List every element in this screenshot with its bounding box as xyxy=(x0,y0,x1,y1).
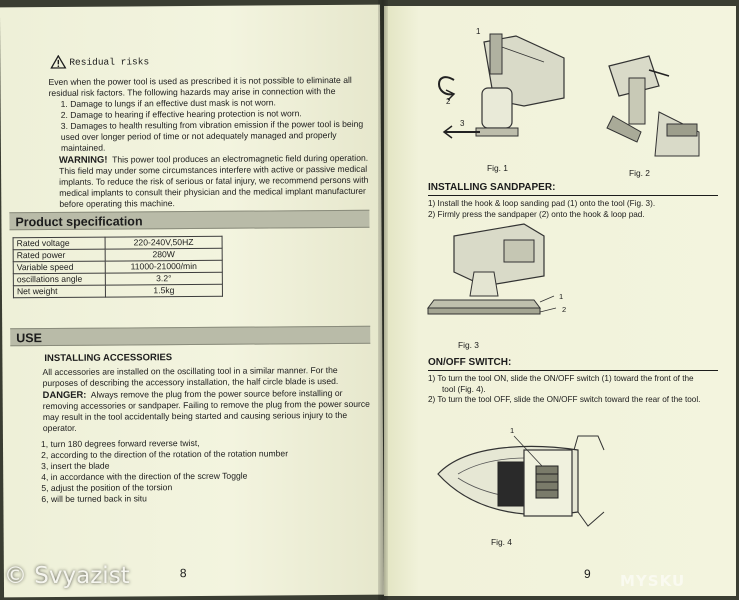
svg-text:2: 2 xyxy=(446,97,451,106)
spec-label: oscillations angle xyxy=(13,273,105,286)
fig1-label: Fig. 1 xyxy=(487,163,508,173)
right-page xyxy=(384,6,736,596)
fig3-label: Fig. 3 xyxy=(458,340,479,350)
onoff-heading: ON/OFF SWITCH: xyxy=(428,357,512,368)
spec-section-title: Product specification xyxy=(9,210,369,231)
table-row xyxy=(13,260,222,273)
fig4-label: Fig. 4 xyxy=(491,537,512,547)
residual-risks-heading: Residual risks xyxy=(50,54,149,69)
copyright-watermark: © Svyazist xyxy=(4,563,130,589)
spec-label: Variable speed xyxy=(13,261,105,274)
spec-value: 280W xyxy=(105,248,222,261)
list-item: 3, insert the blade xyxy=(41,460,110,472)
residual-item: 1. Damage to lungs if an effective dust mask is not worn. xyxy=(60,97,276,109)
left-page xyxy=(0,5,384,598)
page-number-left: 8 xyxy=(179,566,187,581)
spec-label: Rated voltage xyxy=(13,237,105,250)
residual-item: 3. Damages to health resulting from vibration emission if the power tool is being used over longer period of time or not adequately managed and properly maintained. xyxy=(60,118,364,153)
residual-intro: Even when the power tool is used as prescribed it is not possible to eliminate all residual risk factors. The following hazards may arise in connection with the xyxy=(48,74,352,98)
spec-label: Net weight xyxy=(13,285,105,298)
spec-table xyxy=(13,236,223,298)
list-item: 2) Firmly press the sandpaper (2) onto the hook & loop pad. xyxy=(428,209,645,219)
list-item: 2) To turn the tool OFF, slide the ON/OFF switch toward the rear of the tool. xyxy=(428,395,701,404)
list-item: tool (Fig. 4). xyxy=(442,384,486,394)
table-row xyxy=(13,236,222,249)
onoff-steps xyxy=(428,374,728,406)
list-item: 1, turn 180 degrees forward reverse twist, xyxy=(40,437,200,450)
warning-block xyxy=(59,152,369,210)
warning-label: WARNING! xyxy=(58,153,108,165)
sandpaper-heading: INSTALLING SANDPAPER: xyxy=(428,182,556,193)
book-gutter xyxy=(378,0,388,600)
spec-value: 3.2° xyxy=(105,272,222,285)
list-item: 2, according to the direction of the rotation of the rotation number xyxy=(41,448,289,461)
page-number-right: 9 xyxy=(584,567,591,581)
fig4-callout-1: 1 xyxy=(510,426,515,435)
spec-value: 1.5kg xyxy=(105,284,222,297)
site-watermark: MYSKU xyxy=(620,572,686,590)
installing-accessories-heading: INSTALLING ACCESSORIES xyxy=(44,352,173,365)
spec-label: Rated power xyxy=(13,249,105,262)
accessories-text: All accessories are installed on the oscillating tool in a similar manner. For the purposes of describing the accessory installation, the half circle blade is used. xyxy=(42,364,339,389)
fig2-illustration xyxy=(589,46,719,166)
spec-value: 11000-21000/min xyxy=(105,260,222,273)
spec-value: 220-240V,50HZ xyxy=(105,236,222,249)
fig2-label: Fig. 2 xyxy=(629,168,650,178)
table-row xyxy=(13,284,222,297)
warning-text: This power tool produces an electromagnetic field during operation. This field may under some circumstances interfere with active or passive medical implants. To reduce the risk of serious or fatal injury, we recommend persons with medical implants to consult their physician and the medical implant manufacturer before operating this machine. xyxy=(59,152,369,209)
danger-text: Always remove the plug from the power source before installing or removing accessories or sandpaper. Failing to remove the plug from the power source may result in the tool accidentally being started and causing serious injury to the operator. xyxy=(42,387,370,434)
danger-label: DANGER: xyxy=(42,388,87,401)
fig4-illustration xyxy=(428,422,628,534)
list-item: 5, adjust the position of the torsion xyxy=(41,482,173,494)
fig3-callout-2: 2 xyxy=(562,305,567,314)
svg-text:1: 1 xyxy=(476,28,481,36)
residual-risks-body xyxy=(48,75,369,154)
residual-item: 2. Damage to hearing if effective hearing protection is not worn. xyxy=(60,108,302,120)
warning-triangle-icon xyxy=(50,55,66,69)
list-item: 4, in accordance with the direction of the screw Toggle xyxy=(41,470,248,483)
accessory-steps xyxy=(41,437,371,505)
fig3-callout-1: 1 xyxy=(559,292,564,301)
fig1-illustration xyxy=(424,28,574,160)
divider xyxy=(428,370,718,371)
divider xyxy=(428,195,718,196)
accessories-body xyxy=(42,365,372,434)
use-section-title: USE xyxy=(10,326,370,347)
fig3-illustration xyxy=(424,216,574,336)
list-item: 6, will be turned back in situ xyxy=(41,493,147,505)
svg-text:3: 3 xyxy=(460,119,465,128)
list-item: 1) Install the hook & loop sanding pad (1) onto the tool (Fig. 3). xyxy=(428,199,656,208)
list-item: 1) To turn the tool ON, slide the ON/OFF switch (1) toward the front of the xyxy=(428,374,694,383)
